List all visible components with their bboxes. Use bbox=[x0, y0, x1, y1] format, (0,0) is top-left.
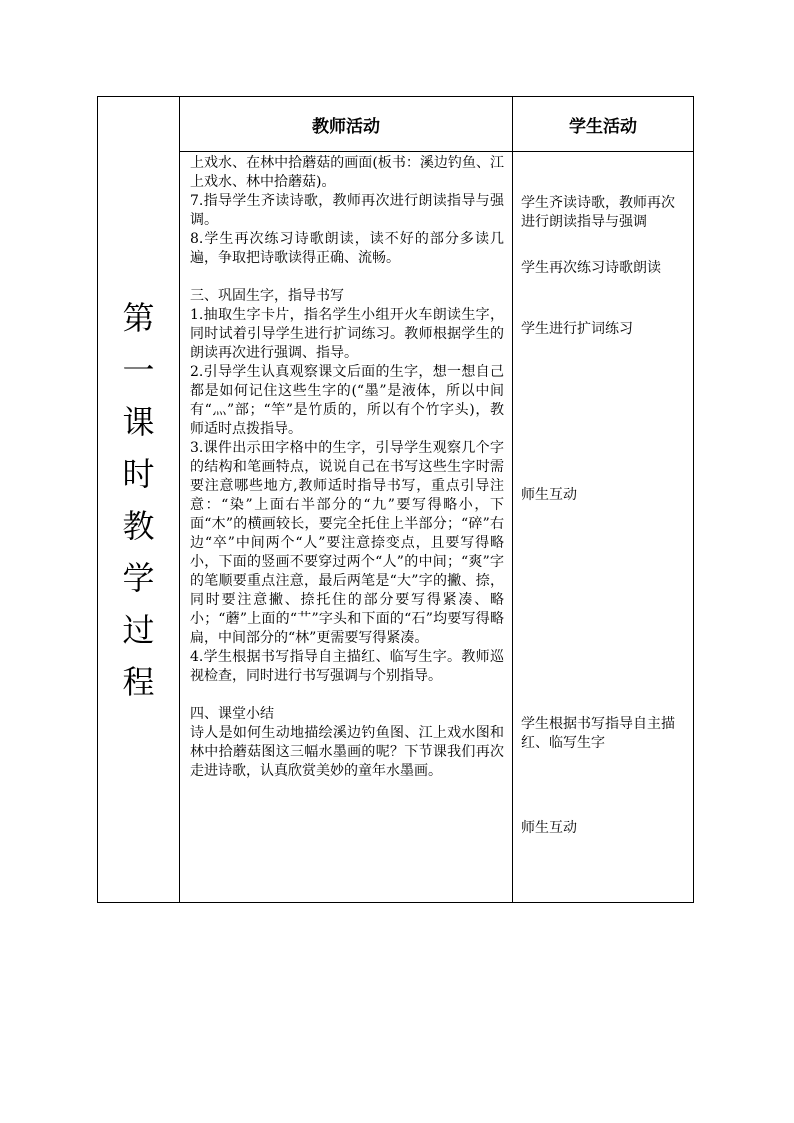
section-label-char: 一 bbox=[122, 350, 155, 389]
student-activity-item: 学生根据书写指导自主描红、临写生字 bbox=[521, 716, 675, 751]
section-label-char: 过 bbox=[122, 610, 155, 649]
content-row bbox=[98, 152, 694, 903]
section-label-char: 第 bbox=[122, 298, 155, 337]
teacher-paragraph: 7.指导学生齐读诗歌，教师再次进行朗读指导与强调。 bbox=[190, 193, 504, 228]
section-heading: 四、课堂小结 bbox=[190, 706, 274, 722]
header-row bbox=[98, 97, 694, 152]
blank-line bbox=[190, 268, 504, 287]
section-label bbox=[98, 292, 179, 708]
teacher-paragraph: 8.学生再次练习诗歌朗读，读不好的部分多读几遍，争取把诗歌读得正确、流畅。 bbox=[190, 231, 504, 266]
student-activity-header: 学生活动 bbox=[513, 97, 694, 152]
section-label-char: 学 bbox=[122, 558, 155, 597]
section-heading: 三、巩固生字，指导书写 bbox=[190, 288, 344, 304]
teacher-paragraph: 上戏水、在林中拾蘑菇的画面(板书：溪边钓鱼、江上戏水、林中拾蘑菇)。 bbox=[190, 155, 504, 190]
teacher-paragraph: 2.引导学生认真观察课文后面的生字，想一想自己都是如何记住这些生字的(“墨”是液体，所以中间有“灬”部；“竿”是竹质的，所以有个竹字头)，教师适时点拨指导。 bbox=[190, 364, 504, 437]
student-activity-item: 学生齐读诗歌，教师再次进行朗读指导与强调 bbox=[521, 195, 675, 230]
student-activity-item: 师生互动 bbox=[521, 820, 577, 836]
lesson-plan-table bbox=[97, 96, 694, 903]
student-activity-cell bbox=[513, 152, 694, 903]
student-activity-item: 师生互动 bbox=[521, 487, 577, 503]
section-label-char: 课 bbox=[122, 402, 155, 441]
student-activity-item: 学生再次练习诗歌朗读 bbox=[521, 260, 661, 276]
teacher-paragraph: 诗人是如何生动地描绘溪边钓鱼图、江上戏水图和林中拾蘑菇图这三幅水墨画的呢？下节课我们再次走进诗歌，认真欣赏美妙的童年水墨画。 bbox=[190, 725, 504, 779]
section-label-char: 时 bbox=[122, 454, 155, 493]
teacher-paragraph: 1.抽取生字卡片，指名学生小组开火车朗读生字，同时试着引导学生进行扩词练习。教师根据学生的朗读再次进行强调、指导。 bbox=[190, 307, 504, 361]
blank-line bbox=[190, 686, 504, 705]
teacher-activity-header: 教师活动 bbox=[180, 97, 513, 152]
section-label-cell bbox=[98, 97, 180, 903]
teacher-paragraph: 3.课件出示田字格中的生字，引导学生观察几个字的结构和笔画特点，说说自己在书写这些生字时需要注意哪些地方,教师适时指导书写，重点引导注意：“染”上面右半部分的“九”要写得略小，下面“木”的横画较长，要完全托住上半部分；“碎”右边“卒”中间两个“人”要注意捺变点，且要写得略小，下面的竖画不要穿过两个“人”的中间；“爽”字的笔顺要重点注意，最后两笔是“大”字的撇、捺，同时要注意撇、捺托住的部分要写得紧凑、略小；“蘑”上面的“艹”字头和下面的“石”均要写得略扁，中间部分的“林”更需要写得紧凑。 bbox=[190, 440, 504, 646]
section-label-char: 教 bbox=[122, 506, 155, 545]
section-label-char: 程 bbox=[122, 662, 155, 701]
teacher-activity-cell bbox=[180, 152, 513, 903]
student-activity-item: 学生进行扩词练习 bbox=[521, 321, 633, 337]
teacher-paragraph: 4.学生根据书写指导自主描红、临写生字。教师巡视检查，同时进行书写强调与个别指导。 bbox=[190, 649, 504, 684]
